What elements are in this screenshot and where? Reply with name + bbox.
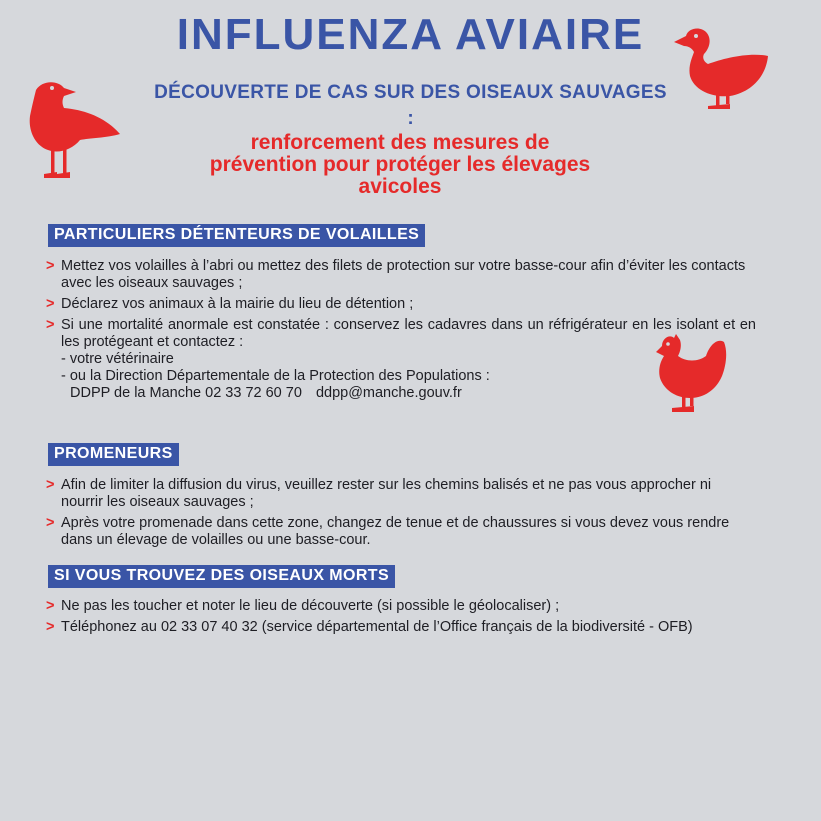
duck-icon <box>672 26 772 110</box>
section-title-dead-birds: SI VOUS TROUVEZ DES OISEAUX MORTS <box>48 565 395 588</box>
lead-line: renforcement des mesures de <box>250 131 550 154</box>
bullet-arrow-icon: > <box>46 477 55 493</box>
hen-icon <box>652 330 730 414</box>
lead-line: prévention pour protéger les élevages <box>209 153 591 176</box>
bullet-arrow-icon: > <box>46 296 55 312</box>
subtitle-colon: : <box>407 108 414 129</box>
owners-list <box>46 258 756 406</box>
contact-vet: - votre vétérinaire <box>61 351 174 367</box>
ddpp-name-phone: DDPP de la Manche 02 33 72 60 70 <box>70 385 302 401</box>
bullet-arrow-icon: > <box>46 598 55 614</box>
list-item: > Mettez vos volailles à l’abri ou mettez des filets de protection sur votre basse-cour afin d’éviter les contacts avec les oiseaux sauvages ; <box>46 258 746 291</box>
list-item: > Ne pas les toucher et noter le lieu de découverte (si possible le géolocaliser) ; <box>46 598 560 614</box>
contact-ddpp: - ou la Direction Départementale de la Protection des Populations : <box>61 368 490 384</box>
seagull-icon <box>24 76 122 180</box>
walkers-list <box>46 477 756 553</box>
list-item: > Si une mortalité anormale est constatée : conservez les cadavres dans un réfrigérateur en les isolant et en les protégeant et contactez : - votre vétérinaire - ou la Direction Départementale de la Protection des Populations : DDPP de la Manche 02 33 72 60 70 ddpp@manche.gouv.fr <box>46 317 756 401</box>
dead-birds-list <box>46 598 756 640</box>
list-item: > Afin de limiter la diffusion du virus, veuillez rester sur les chemins balisés et ne pas vous approcher ni nourrir les oiseaux sauvages ; <box>46 477 712 510</box>
list-item: > Déclarez vos animaux à la mairie du lieu de détention ; <box>46 296 414 312</box>
bullet-arrow-icon: > <box>46 515 55 531</box>
section-title-walkers: PROMENEURS <box>48 443 179 466</box>
bullet-arrow-icon: > <box>46 258 55 274</box>
lead-text <box>190 132 610 198</box>
bullet-arrow-icon: > <box>46 317 55 333</box>
list-item: > Après votre promenade dans cette zone, changez de tenue et de chaussures si vous devez vous rendre dans un élevage de volailles ou une basse-cour. <box>46 515 730 548</box>
list-item: > Téléphonez au 02 33 07 40 32 (service départemental de l’Office français de la biodiversité - OFB) <box>46 619 693 635</box>
ddpp-email: ddpp@manche.gouv.fr <box>315 385 462 401</box>
page-subtitle: DÉCOUVERTE DE CAS SUR DES OISEAUX SAUVAGES <box>154 82 667 103</box>
lead-line: avicoles <box>358 175 442 198</box>
section-title-owners: PARTICULIERS DÉTENTEURS DE VOLAILLES <box>48 224 425 247</box>
page-title: INFLUENZA AVIAIRE <box>176 10 645 59</box>
bullet-arrow-icon: > <box>46 619 55 635</box>
